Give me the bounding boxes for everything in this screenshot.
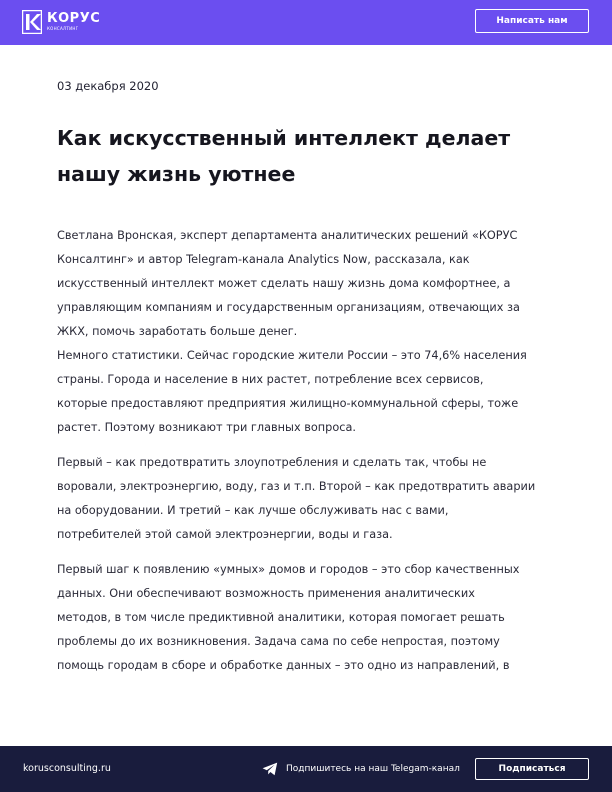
article-title [57,120,557,192]
paragraph-line: Первый – как предотвратить злоупотребления и сделать так, чтобы не [57,456,487,469]
paragraph-line: потребителей этой самой электроэнергии, воды и газа. [57,528,393,541]
paragraph-line: управляющим компаниям и государственным организациям, отвечающих за [57,301,520,314]
paragraph-line: Светлана Вронская, эксперт департамента аналитических решений «КОРУС [57,229,518,242]
article-paragraph [57,451,557,547]
logo-text: КОРУС [47,11,101,26]
telegram-subscribe-text[interactable]: Подпишитесь на наш Telegam-канал [286,764,460,774]
paragraph-line: на оборудовании. И третий – как лучше обслуживать нас с вами, [57,504,449,517]
paragraph-line: методов, в том числе предиктивной аналитики, которая помогает решать [57,611,505,624]
paragraph-line: помощь городам в сборе и обработке данных – это одно из направлений, в [57,659,510,672]
top-header [0,0,612,45]
telegram-icon[interactable] [262,762,278,776]
paragraph-line: Немного статистики. Сейчас городские жители России – это 74,6% населения [57,349,527,362]
article-body [57,224,557,689]
bottom-footer [0,746,612,792]
paragraph-line: Консалтинг» и автор Telegram-канала Analytics Now, рассказала, как [57,253,470,266]
korus-logo-icon [22,10,42,34]
subscribe-button[interactable]: Подписаться [475,758,589,780]
paragraph-line: растет. Поэтому возникают три главных вопроса. [57,421,356,434]
paragraph-line: которые предоставляют предприятия жилищно-коммунальной сферы, тоже [57,397,519,410]
article-date: 03 декабря 2020 [57,79,159,93]
paragraph-line: Первый шаг к появлению «умных» домов и городов – это сбор качественных [57,563,520,576]
article-paragraph [57,344,557,440]
korus-logo[interactable] [22,10,112,34]
paragraph-line: искусственный интеллект может сделать нашу жизнь дома комфортнее, а [57,277,511,290]
paragraph-line: страны. Города и население в них растет, потребление всех сервисов, [57,373,484,386]
title-line: Как искусственный интеллект делает [57,126,511,150]
paragraph-line: проблемы до их возникновения. Задача сама по себе непростая, поэтому [57,635,500,648]
site-link[interactable]: korusconsulting.ru [23,763,111,774]
article-paragraph [57,558,557,678]
logo-subtext: КОНСАЛТИНГ [47,26,79,31]
paragraph-line: данных. Они обеспечивают возможность применения аналитических [57,587,475,600]
title-line: нашу жизнь уютнее [57,162,296,186]
article-paragraph [57,224,557,344]
paragraph-line: воровали, электроэнергию, воду, газ и т.п. Второй – как предотвратить аварии [57,480,536,493]
paragraph-line: ЖКХ, помочь заработать больше денег. [57,325,298,338]
write-to-us-button[interactable]: Написать нам [475,9,589,33]
